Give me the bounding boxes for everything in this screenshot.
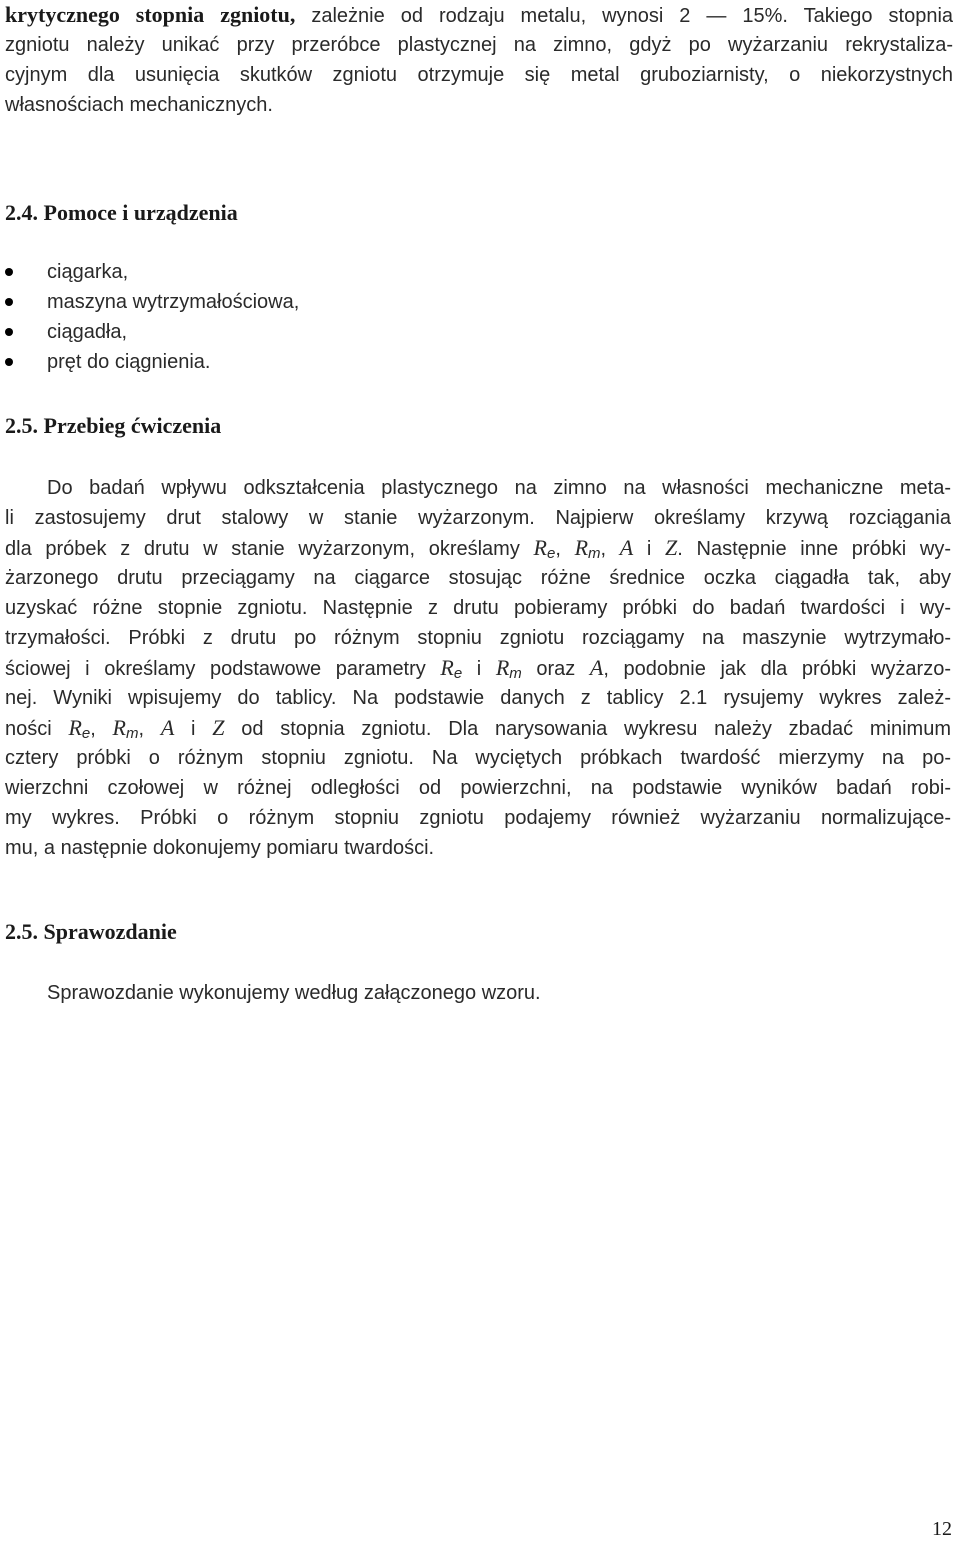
report-text: Sprawozdanie wykonujemy według załączonego wzoru. bbox=[47, 982, 541, 1004]
text-run: dla próbek z drutu w stanie wyżarzonym, określamy bbox=[5, 538, 534, 560]
symbol-Z: Z bbox=[665, 535, 678, 560]
list-item-label: pręt do ciągnienia. bbox=[47, 351, 211, 373]
report-heading: 2.5. Sprawozdanie bbox=[5, 919, 177, 944]
intro-line-4: własnościach mechanicznych. bbox=[5, 94, 273, 116]
symbol-R: R bbox=[574, 535, 589, 560]
list-item bbox=[5, 286, 299, 316]
procedure-line: my wykres. Próbki o różnym stopniu zgniotu podajemy również wyżarzaniu normalizujące- bbox=[5, 807, 951, 829]
text-run: i bbox=[174, 718, 213, 740]
list-item-label: maszyna wytrzymałościowa, bbox=[47, 291, 300, 313]
symbol-A: A bbox=[160, 715, 175, 740]
procedure-line bbox=[5, 713, 951, 743]
bullet-icon bbox=[5, 328, 13, 336]
subscript-m: m bbox=[509, 665, 522, 682]
text-run: i bbox=[462, 658, 496, 680]
intro-bold-term: krytycznego stopnia zgniotu, bbox=[5, 2, 296, 27]
subscript-m: m bbox=[126, 725, 139, 742]
text-run: , bbox=[555, 538, 575, 560]
procedure-line: uzyskać różne stopnie zgniotu. Następnie z drutu pobieramy próbki do badań twardości i wy- bbox=[5, 597, 951, 619]
procedure-line: mu, a następnie dokonujemy pomiaru twardości. bbox=[5, 837, 435, 859]
text-run: , bbox=[90, 718, 113, 740]
intro-line-1-text: zależnie od rodzaju metalu, wynosi 2 — 15%. Takiego stopnia bbox=[295, 5, 954, 27]
symbol-R: R bbox=[533, 535, 547, 560]
list-item bbox=[5, 256, 299, 286]
symbol-A: A bbox=[589, 655, 604, 680]
text-run: , bbox=[600, 538, 620, 560]
procedure-line: Do badań wpływu odkształcenia plastycznego na zimno na własności mechaniczne meta- bbox=[47, 477, 951, 499]
symbol-Z: Z bbox=[212, 715, 225, 740]
procedure-line: cztery próbki o różnym stopniu zgniotu. Na wyciętych próbkach twardość mierzymy na po- bbox=[5, 747, 951, 769]
text-run: oraz bbox=[521, 658, 590, 680]
procedure-line: li zastosujemy drut stalowy w stanie wyżarzonym. Najpierw określamy krzywą rozciągania bbox=[5, 507, 951, 529]
subscript-e: e bbox=[453, 665, 463, 682]
subscript-e: e bbox=[81, 725, 91, 742]
text-run: i bbox=[633, 538, 666, 560]
procedure-line bbox=[5, 653, 951, 683]
bullet-icon bbox=[5, 298, 13, 306]
intro-paragraph bbox=[5, 0, 953, 120]
procedure-line: trzymałości. Próbki z drutu po różnym stopniu zgniotu rozciągamy na maszynie wytrzymało- bbox=[5, 627, 951, 649]
text-run: . Następnie inne próbki wy- bbox=[677, 538, 952, 560]
text-run: , bbox=[138, 718, 161, 740]
symbol-A: A bbox=[619, 535, 634, 560]
equipment-list bbox=[5, 256, 299, 376]
intro-line-2: zgniotu należy unikać przy przeróbce plastycznej na zimno, gdyż po wyżarzaniu rekrystaliza- bbox=[5, 34, 953, 56]
text-run: , podobnie jak dla próbki wyżarzo- bbox=[603, 658, 951, 680]
section-25-heading: 2.5. Przebieg ćwiczenia bbox=[5, 413, 222, 438]
symbol-R: R bbox=[495, 655, 510, 680]
text-run: ności bbox=[5, 718, 69, 740]
section-24-heading: 2.4. Pomoce i urządzenia bbox=[5, 200, 238, 225]
symbol-R: R bbox=[112, 715, 126, 740]
text-run: ściowej i określamy podstawowe parametry bbox=[5, 658, 441, 680]
subscript-m: m bbox=[588, 545, 601, 562]
list-item-label: ciągarka, bbox=[47, 261, 129, 283]
subscript-e: e bbox=[546, 545, 556, 562]
list-item bbox=[5, 316, 299, 346]
bullet-icon bbox=[5, 268, 13, 276]
page-number: 12 bbox=[932, 1518, 952, 1540]
procedure-line: żarzonego drutu przeciągamy na ciągarce stosując różne średnice oczka ciągadła tak, aby bbox=[5, 567, 951, 589]
text-run: od stopnia zgniotu. Dla narysowania wykresu należy zbadać minimum bbox=[224, 718, 951, 740]
bullet-icon bbox=[5, 358, 13, 366]
symbol-R: R bbox=[440, 655, 454, 680]
procedure-paragraph bbox=[5, 473, 951, 863]
intro-line-1 bbox=[5, 0, 953, 30]
list-item bbox=[5, 346, 299, 376]
procedure-line bbox=[5, 533, 951, 563]
symbol-R: R bbox=[68, 715, 82, 740]
procedure-line: nej. Wyniki wpisujemy do tablicy. Na podstawie danych z tablicy 2.1 rysujemy wykres zależ- bbox=[5, 687, 951, 709]
intro-line-3: cyjnym dla usunięcia skutków zgniotu otrzymuje się metal gruboziarnisty, o niekorzystnych bbox=[5, 64, 953, 86]
procedure-line: wierzchni czołowej w różnej odległości od powierzchni, na podstawie wyników badań robi- bbox=[5, 777, 951, 799]
list-item-label: ciągadła, bbox=[47, 321, 128, 343]
